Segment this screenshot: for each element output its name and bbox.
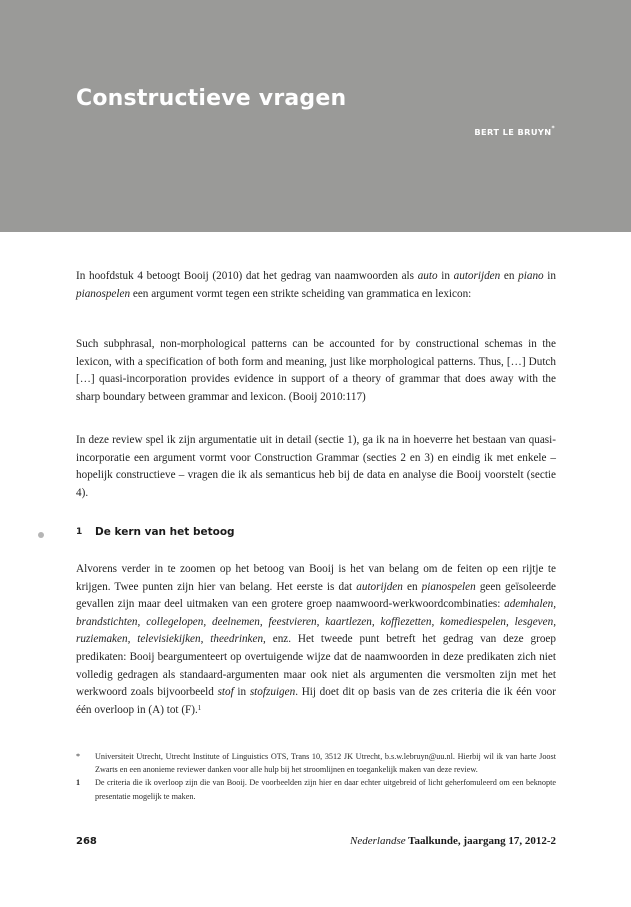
italic-term: auto <box>417 270 438 282</box>
text-run: geen geïsoleerde gevallen zijn maar deel uitmaken van een grotere groep naamwoord-werkwoordcombinaties: <box>76 580 557 611</box>
text-run: in <box>543 270 557 282</box>
footnote-affiliation <box>76 750 556 776</box>
block-quote: Such subphrasal, non-morphological patterns can be accounted for by constructional schemas in the lexicon, with a specification of both form and meaning, just like morphological patterns. Thus, […] Dutch […] quasi-incorporation provides evidence in support of a theory of grammar that does away with the sharp boundary between grammar and lexicon. (Booij 2010:117) <box>76 338 556 403</box>
text-run: een argument vormt tegen een strikte scheiding van grammatica en lexicon: <box>130 287 472 300</box>
text-run: in <box>437 270 454 282</box>
page-footer <box>76 835 556 847</box>
text-run: enz. Het tweede punt betreft het gedrag van deze groep predikaten: Booij beargumenteert op overtuigende wijze dat de naamwoorden in deze predikaten zich niet volledig gedragen als standaard-argumenten maar ook niet als argumenten die versmolten zijn met het werkwoord zoals bijvoorbeeld <box>76 633 556 699</box>
section-heading: De kern van het betoog <box>95 526 235 538</box>
italic-term: pianospelen <box>421 580 476 593</box>
italic-term: autorijden <box>356 580 403 593</box>
title-band <box>0 0 631 232</box>
section-bullet-icon <box>38 532 44 538</box>
italic-term: autorijden <box>453 270 501 282</box>
journal-volume: Taalkunde, jaargang 17, 2012-2 <box>405 835 556 847</box>
italic-term-list: ademhalen, brandstichten, collegelopen, deelnemen, feestvieren, kaartlezen, koffiezetten, komediespelen, lesgeven, ruziemaken, televisiekijken, theedrinken, <box>76 598 556 646</box>
italic-term: pianospelen <box>76 287 131 300</box>
footnotes <box>76 750 556 803</box>
text-run: en <box>402 580 422 593</box>
intro-paragraph-2: In deze review spel ik zijn argumentatie uit in detail (sectie 1), ga ik na in hoeverre het bestaan van quasi-incorporatie een argument vormt voor Construction Grammar (secties 2 en 3) en eindig ik met enkele – hopelijk constructieve – vragen die ik als semanticus heb bij de data en analyse die Booij voorstelt (sectie 4). <box>76 434 556 499</box>
text-run: In hoofdstuk 4 betoogt Booij (2010) dat het gedrag van naamwoorden als <box>76 270 418 282</box>
author-name: BERT LE BRUYN <box>474 127 552 137</box>
footnote-text: Universiteit Utrecht, Utrecht Institute of Linguistics OTS, Trans 10, 3512 JK Utrecht, b.s.w.lebruyn@uu.nl. Hierbij wil ik van harte Joost Zwarts en een anonieme reviewer danken voor alle hulp bij het stroomlijnen en toegankelijk maken van deze review. <box>95 752 556 775</box>
footnote-mark: 1 <box>76 778 81 788</box>
page-number: 268 <box>76 836 97 847</box>
italic-term: piano <box>518 270 544 282</box>
footnote-text: De criteria die ik overloop zijn die van Booij. De voorbeelden zijn hier en daar echter uitgebreid of licht geherfomuleerd om een beknopte presentatie mogelijk te maken. <box>95 778 556 801</box>
footnote-mark: * <box>76 752 81 761</box>
journal-citation <box>350 835 556 847</box>
footnote-reference[interactable]: 1 <box>197 703 202 712</box>
article-title: Constructieve vragen <box>76 86 347 111</box>
intro-paragraph-1 <box>76 268 556 303</box>
journal-name-italic: Nederlandse <box>350 835 406 847</box>
text-run: in <box>233 686 250 699</box>
text-run: en <box>500 270 519 282</box>
author-byline <box>474 127 555 137</box>
text-run: Alvorens verder in te zoomen op het betoog van Booij is het van belang om de feiten op een rijtje te krijgen. Twee punten zijn hier van belang. Het eerste is dat <box>76 563 556 593</box>
section-number: 1 <box>76 527 83 537</box>
footnote-1 <box>76 776 556 802</box>
author-footnote-marker: * <box>551 125 555 132</box>
section-1-paragraph <box>76 561 556 719</box>
italic-term: stofzuigen <box>249 686 296 699</box>
text-run: . Hij doet dit op basis van de zes criteria die ik één voor één overloop in (A) tot (F). <box>76 686 556 716</box>
italic-term: stof <box>217 686 234 699</box>
